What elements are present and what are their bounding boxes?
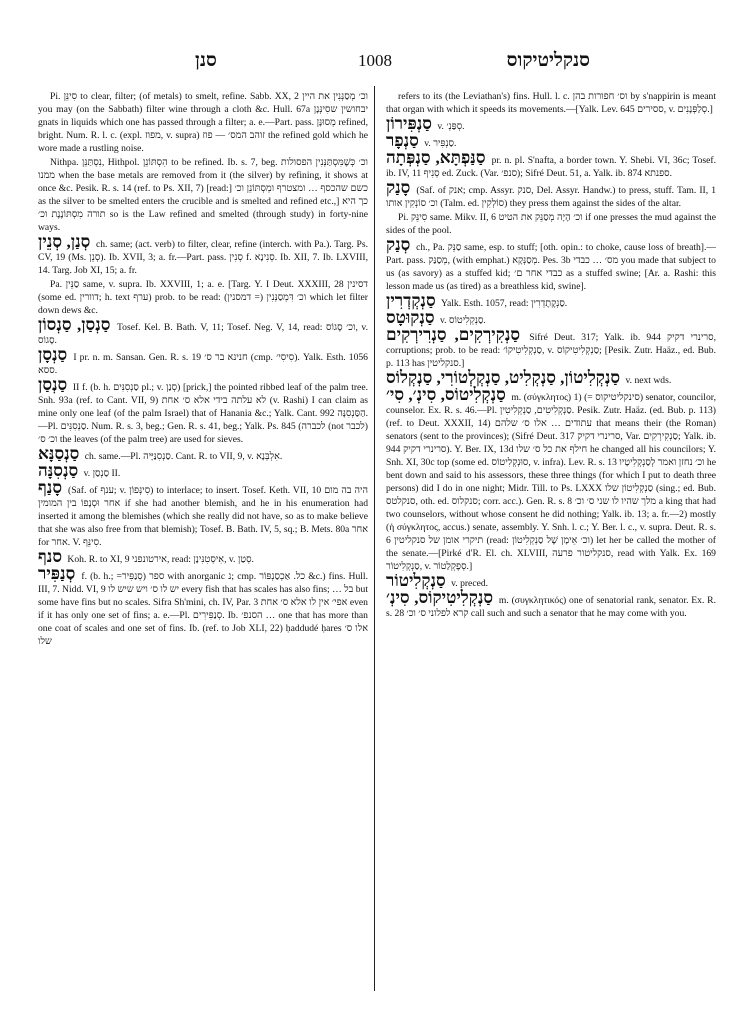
dictionary-entry [386,385,716,573]
entry-headword: סְנַן, סְנֵין [38,232,91,251]
dictionary-entry [386,148,716,180]
entry-paragraph [38,156,368,234]
entry-paragraph [386,90,716,116]
dictionary-entry [386,235,716,293]
entry-paragraph [38,90,368,155]
entry-text: Pi. סִינֵּק same. Mikv. II, 6 וכ׳ הָיָה מְסַנֵּק את הטיט if one presses the mud against the sides of the pool. [386,212,716,236]
entry-headword: סַנְסַן, סַנְסוֹן [38,315,111,334]
dictionary-entry [386,325,716,370]
right-running-head: סנקליטיקוס [506,50,590,71]
entry-headword: סנף [38,547,63,566]
entry-text: Tosef. Kel. B. Bath. V, 11; Tosef. Neg. V, 14, read: וכ׳ סָגוֹס, v. סָגוֹס. [38,322,368,346]
entry-headword: סַנְקְלִיטוֹן, סַנְקְלִיט, סַנְקְלְטוֹרִי, סַנְקְלוֹס [386,368,621,387]
dictionary-entry [386,291,716,310]
entry-headword: סַנַּפְתָּא, סַנְפְּתָה [386,148,486,167]
entry-paragraph [38,278,368,317]
entry-headword: סַנְפִּירוֹן [386,114,432,133]
entry-text: ch., Pa. סַנֵּק same, esp. to stuff; [oth. opin.: to choke, cause loss of breath].—Part. pass. מְסַנַּק, (with emphat.) מְסַנְּקָא. Pes. 3b מס׳ … כבדי you made that subject to us (as savory) as a stuffed kid; כבדי אחר ם׳ as a stuffed swine; [Ar. a. Rashi: this lesson made us (as tired) as a breathless kid, swine]. [386,242,716,292]
entry-text: ch. same.—Pl. סַנְסִנַּיָּיה. Cant. R. to VII, 9, v. אִלְבְּנָא. [84,451,283,462]
entry-headword: סַנְסַן [38,375,68,394]
entry-headword: סַנְקִירְקִים, סַנְרִירְקִים [386,325,521,344]
entry-text: f. (b. h.; =סְנַפִּיר) ספר with anorganic נ; cmp. כל. אַכְסַנְפּוֹר &c.) fins. Hull. III, 7. Nidd. VI, 9 יש לו ס׳ ויש שיש לו every fish that has scales has also fins; … בל but some have fins but no scales. Sifra Sh'mini, ch. IV, Par. 3 אפי׳ אין לו אלא ס׳ אחת even if it has only one set of fins; a. e.—Pl. סְנַפִּירִים. Ib. הסנפ׳ … one that has more than one coat of scales and one set of fins. Ib. (ref. to Job XLI, 22) ḥaddudé ḥares אלו ס׳ שלו [38,571,368,647]
entry-text: m. (συγκλητικός) one of senatorial rank, senator. Ex. R. s. 28 קרא לפלוני ס׳ וכ׳ call such and such a senator that he may come with you. [386,595,716,619]
entry-headword: סַנְסַנָּא [38,444,80,463]
dictionary-entry [38,345,368,377]
dictionary-entry [386,178,716,210]
entry-headword: סַנְסִנָּה [38,461,79,480]
entry-headword: סְנַפִּיר [38,564,76,583]
dictionary-entry [386,588,716,620]
page-header [40,50,710,76]
dictionary-entry [386,114,716,133]
entry-headword: סַנְקְלִיטוֹר [386,571,446,590]
entry-text: Koh. R. to XI, 9 אירטונפני, read: אִיסְטִנִּינָן, v. סְטַן. [67,554,254,565]
entry-headword: סַנְקְלִיטִיקוֹס, סִינְ׳ [386,588,494,607]
entry-text: Sifré Deut. 317; Yalk. ib. 944 סרינרי דקיק, corruptions; prob. to be read: סַנְקְלִיטִיקוֹ׳, v. סַנְקְלִיטִיקוֹס; [Pesik. Zutr. Haäz., ed. Bub. p. 113 has סנקליטין.] [386,332,716,369]
entry-text: v. preced. [451,578,489,589]
entry-text: (Saf. of ענף; v. סִינְּפוֹן) to interlace; to insert. Tosef. Keth. VII, 10 היה בה מום אחר וּסְנָפוֹ בין המומין if she had another blemish, and he in his enumeration had inserted it among the blemishes (which she really did not have, so as to make believe that she was also free from that blemish); Tosef. B. Bath. IV, 5, sq.; B. Mets. 80a אחר for אחר. V. סִינֵּף. [38,485,369,548]
entry-headword: סַנְקְלִיטוֹס, סִינְ׳, סִי׳ [386,385,506,404]
entry-text: ch. same; (act. verb) to filter, clear, refine (interch. with Pa.). Targ. Ps. CV, 19 (Ms. סְנֵן). Ib. XVII, 3; a. fr.—Part. pass. סְנִין f. סְנִינָא. Ib. XII, 7. Ib. LXVIII, 14. Targ. Job XI, 15; a. fr. [38,239,368,276]
entry-headword: סַנְסָן [38,345,68,364]
left-column [38,90,368,649]
dictionary-entry [38,461,368,480]
entry-text: Nithpa. נִסְתַּנֵּן, Hithpol. הִסְתּוֹנֵן to be refined. Ib. s. 7, beg. וכ׳ כְּשֶׁמִּסְתַּנְּנִין הפסולות ממנו when the base metals are removed from it (the silver) by refining, it shows at once &c. Pesik. R. s. 14 (ref. to Ps. XII, 7) [read:] כשם שהכסף … ומצטרף ומְסְתּוֹנֵן וכ׳ as the silver to be smelted enters the crucible and is smelted and refined etc.,] כך היא תורה מִסְתּוֹנֶנֶת וכ׳ so is the Law refined and smelted (through study) in forty-nine ways. [38,157,368,233]
entry-text: Pi. סִינֵּן to clear, filter; (of metals) to smelt, refine. Sabb. XX, 2 וכ׳ מְסַנְּנִין את היין you may (on the Sabbath) filter wine through a cloth &c. Hull. 67a יבחושין שסִינְּנָן gnats in liquids which one has passed through a filter; a. e.—Part. pass. מְסוּנָּן refined, bright. Num. R. l. c. (expl. מפוז, v. supra) זוהב המס׳ — פוז the refined gold which he wore made a rustling noise. [38,91,368,154]
dictionary-entry [38,232,368,277]
entry-text: pr. n. pl. S'nafta, a border town. Y. Shebi. VI, 36c; Tosef. ib. IV, 11 סְנִיף ed. Zuck. (Var. סנפ׳); Sifré Deut. 51, a. Yalk. ib. 874 ספנתא. [386,155,716,179]
entry-text: II f. (b. h. סַנְסִנִּים pl.; v. סְנַן) [prick,] the pointed ribbed leaf of the palm tree. Snh. 93a (ref. to Cant. VII, 9) לא עלתה בידי אלא ס׳ אחת (v. Rashi) I can claim as mine only one leaf (of the palm Israel) that of Hanania &c.; Yalk. Cant. 992 הַסַּנְסִנָּה.—Pl. סַנְסִנִּים. Num. R. s. 3, beg.; Gen. R. s. 41, beg.; Yalk. Ps. 845 (לכברה (not לכבר) וכ׳ ס׳ the leaves (of the palm tree) are used for sieves. [38,382,368,445]
entry-text: v. סַנְסַן II. [83,468,121,479]
entry-text: m. (σύγκλητος) 1) (= סינקליטיקוס) senator, councilor, counselor. Ex. R. s. 46.—Pl. סַנְקְלִיטִים, סַנְקְלִיטִין. Pesik. Zutr. Haäz. (ed. Bub. p. 113) (ref. to Deut. XXXII, 14) עתודים … אלו ס׳ שלהם that means their (the Roman) senators (sent to the provinces); (Sifré Deut. 317 סרינרי דקיק, Var. סַנְקִירְקִים; Yalk. ib. 944 סרינרי דקיק). Y. Ber. IX, 13d חילף את כל ס׳ שלו he changed all his councilors; Y. Snh. XI, 30c top (some ed. סוּנְקְלִיטוֹס, v. infra). Lev. R. s. 13 וכ׳ נחזן ואמר לְסַנְקְלִיטָיו he bent down and said to his assessors, these three things (for which I put to death three persons) did I do in one night; Midr. Till. to Ps. LXXX סַנְקְלִיטוֹן שלו (sing.; ed. Bub. סנקלטס, oth. ed. סנקלוס; corr. acc.). Gen. R. s. 8 מלך שהיו לו שני ס׳ וכ׳ a king that had two counselors, without whose consent he did nothing; Yalk. ib. 13; a. fr.—2) mostly (ἡ σύγκλητος, accus.) senate, assembly. Y. Snh. l. c.; Y. Ber. l. c., v. supra. Deut. R. s. 6 תיקרי אומן של סנקליטין (read: וכ׳ אֵימָן שֶׁל סַנְקְלִיטוֹן) let her be called the mother of the senate.—[Pirké d'R. El. ch. XLVIII, סנקליטור פרעה, read with Yalk. Ex. 169 סַנְקְלִיטוֹר, v. סְפֶקְלַטוֹר.] [386,392,716,572]
dictionary-entry [38,547,368,566]
entry-text: Pa. סַנֵּין same, v. supra. Ib. XXVIII, 1; a. e. [Targ. Y. I Deut. XXXIII, 28 דסינין (some ed. דוורין; h. text ערף) prob. to be read: (דמסנין =) וכ׳ דִּמְסַנְּנִין which let filter down dews &c. [38,279,369,316]
dictionary-entry [38,315,368,347]
dictionary-entry [38,478,369,549]
page-number: 1008 [358,51,392,70]
entry-headword: סָנַק [386,178,411,197]
entry-text: v. next wds. [625,375,672,386]
entry-headword: סַנְקוּטָס [386,308,435,327]
entry-text: refers to its (the Leviathan's) fins. Hull. l. c. וס׳ חפורות בהן by s'nappirin is meant that organ with which it speeds its movements.—[Yalk. Lev. 645 ססירים, v. סְלַפְּנָנִים.] [386,91,716,115]
entry-text: v. סְפַּנְ׳. [437,121,465,132]
dictionary-entry [38,444,368,463]
entry-headword: סָנַף [38,478,63,497]
column-divider [374,86,375,991]
entry-text: (Saf. of אנק; cmp. Assyr. סנק, Del. Assyr. Handw.) to press, stuff. Tam. II, 1 וכ׳ סוֹנְקִין אותו (Talm. ed. סוֹלְקִין) they press them against the sides of the altar. [386,185,716,209]
entry-headword: סְנַק [386,235,411,254]
entry-paragraph [386,211,716,237]
entry-text: v. סַנְפִּיר. [424,138,457,149]
entry-headword: סַנְקְדְרִין [386,291,436,310]
left-running-head: סנן [195,50,217,71]
dictionary-entry [38,375,368,446]
dictionary-entry [38,564,368,648]
entry-text: Yalk. Esth. 1057, read: סַנְקֶתֶדְרִין. [441,298,568,309]
entry-text: I pr. n. m. Sansan. Gen. R. s. 19 חנינא בר ס׳ (cmp. סִיסִי׳). Yalk. Esth. 1056 ססא. [38,352,368,376]
entry-headword: סַנְפָר [386,131,419,150]
right-column [386,90,716,621]
entry-text: v. סַנְקְלִיטוֹס. [440,315,486,326]
